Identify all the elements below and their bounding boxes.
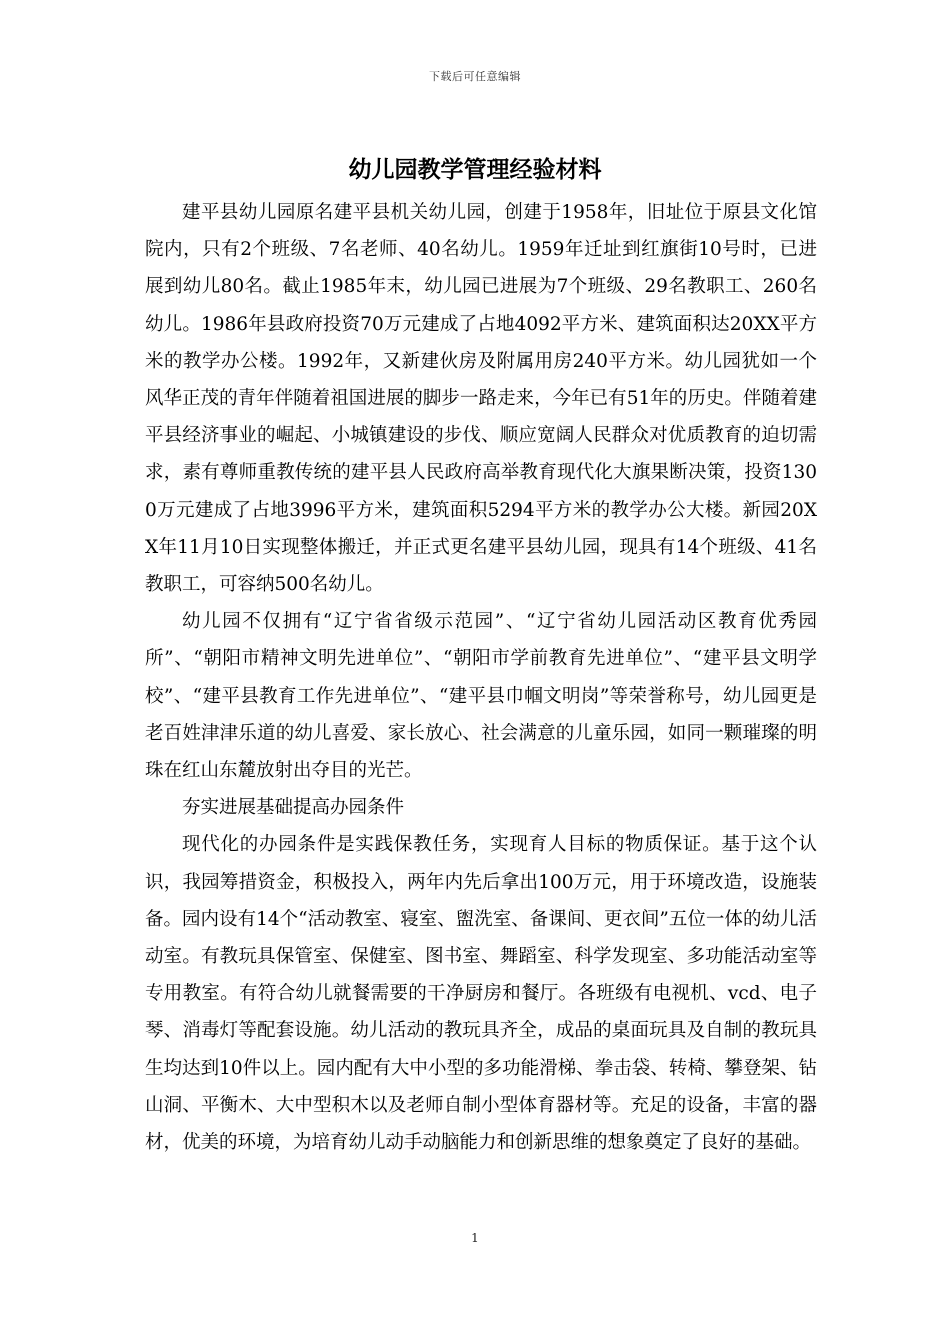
section-heading: 夯实进展基础提高办园条件 xyxy=(182,797,405,819)
paragraph-honors: 幼儿园不仅拥有“辽宁省省级示范园”、“辽宁省幼儿园活动区教育优秀园所”、“朝阳市精神文明先进单位”、“朝阳市学前教育先进单位”、“建平县文明学校”、“建平县教育工作先进单位”、“建平县巾帼文明岗”等荣誉称号，幼儿园更是老百姓津津乐道的幼儿喜爱、家长放心、社会满意的儿童乐园，如同一颗璀璨的明珠在红山东麓放射出夺目的光芒。 xyxy=(145,611,817,782)
document-body xyxy=(145,194,817,1161)
paragraph-facilities: 现代化的办园条件是实践保教任务，实现育人目标的物质保证。基于这个认识，我园筹措资金，积极投入，两年内先后拿出100万元，用于环境改造，设施装备。园内设有14个“活动教室、寝室、盥洗室、备课间、更衣间”五位一体的幼儿活动室。有教玩具保管室、保健室、图书室、舞蹈室、科学发现室、多功能活动室等专用教室。有符合幼儿就餐需要的干净厨房和餐厅。各班级有电视机、vcd、电子琴、消毒灯等配套设施。幼儿活动的教玩具齐全，成品的桌面玩具及自制的教玩具生均达到10件以上。园内配有大中小型的多功能滑梯、拳击袋、转椅、攀登架、钻山洞、平衡木、大中型积木以及老师自制小型体育器材等。充足的设备，丰富的器材，优美的环境，为培育幼儿动手动脑能力和创新思维的想象奠定了良好的基础。 xyxy=(145,834,817,1154)
header-note: 下载后可任意编辑 xyxy=(429,70,521,83)
document-title: 幼儿园教学管理经验材料 xyxy=(348,156,602,183)
page-number: 1 xyxy=(471,1231,479,1245)
paragraph-history: 建平县幼儿园原名建平县机关幼儿园，创建于1958年，旧址位于原县文化馆院内，只有2个班级、7名老师、40名幼儿。1959年迁址到红旗街10号时，已进展到幼儿80名。截止1985年末，幼儿园已进展为7个班级、29名教职工、260名幼儿。1986年县政府投资70万元建成了占地4092平方米、建筑面积达20XX平方米的教学办公楼。1992年，又新建伙房及附属用房240平方米。幼儿园犹如一个风华正茂的青年伴随着祖国进展的脚步一路走来，今年已有51年的历史。伴随着建平县经济事业的崛起、小城镇建设的步伐、顺应宽阔人民群众对优质教育的迫切需求，素有尊师重教传统的建平县人民政府高举教育现代化大旗果断决策，投资1300万元建成了占地3996平方米，建筑面积5294平方米的教学办公大楼。新园20XX年11月10日实现整体搬迁，并正式更名建平县幼儿园，现具有14个班级、41名教职工，可容纳500名幼儿。 xyxy=(145,202,817,596)
